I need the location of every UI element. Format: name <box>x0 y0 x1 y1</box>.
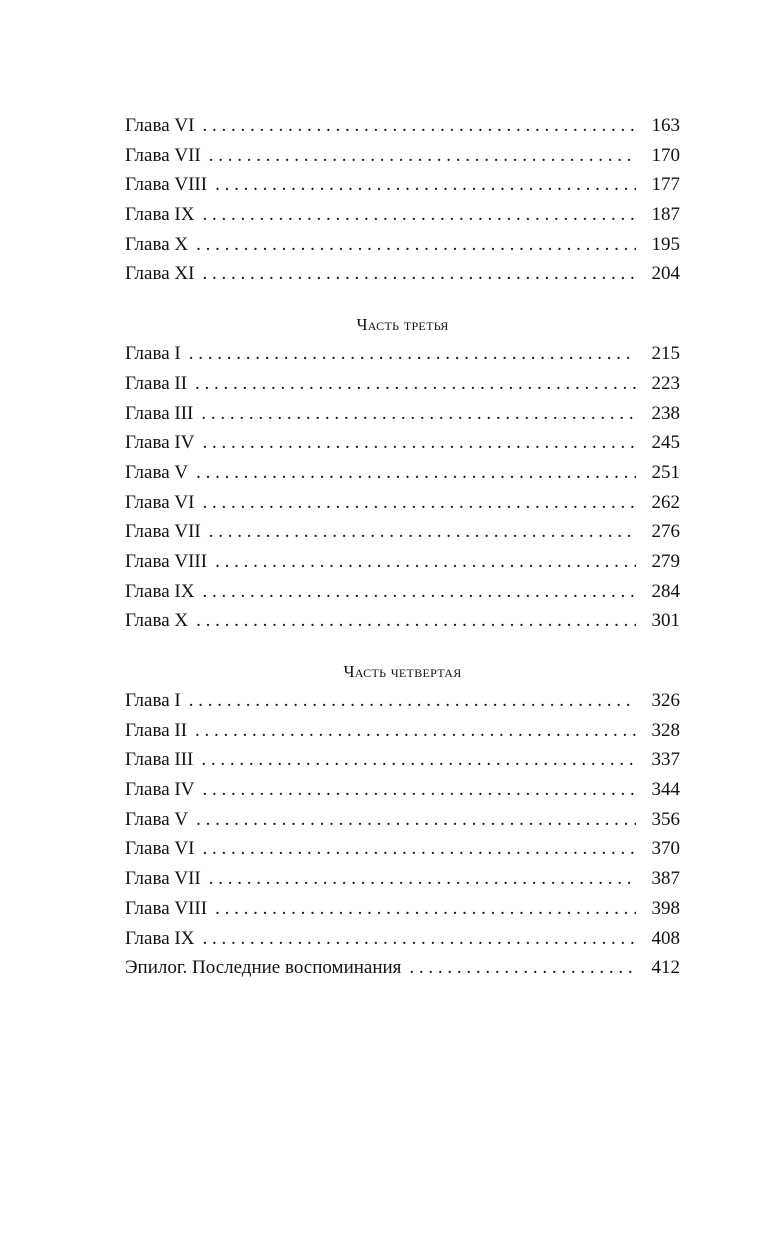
toc-entry-page: 412 <box>651 957 680 979</box>
toc-entry[interactable] <box>125 399 680 429</box>
toc-entry-title: Глава VIII <box>125 897 208 919</box>
toc-entry[interactable] <box>125 686 680 716</box>
toc-entry-title: Глава VI <box>125 115 195 136</box>
toc-entry[interactable] <box>125 894 680 924</box>
toc-entry-page: 245 <box>651 432 680 454</box>
toc-entry-title: Глава III <box>125 402 194 424</box>
toc-entry[interactable] <box>125 230 680 260</box>
toc-leader-dots <box>196 458 636 488</box>
toc-entry-page: 301 <box>651 610 680 632</box>
toc-entry-page: 279 <box>651 550 680 572</box>
toc-entry[interactable] <box>125 339 680 369</box>
toc-entry-title: Эпилог. Последние воспоминания <box>125 957 402 979</box>
toc-entry-page: 223 <box>651 372 680 394</box>
toc-entry-page: 238 <box>651 402 680 424</box>
toc-entry[interactable] <box>125 141 680 171</box>
toc-leader-dots <box>202 428 636 458</box>
toc-entry-title: Глава IX <box>125 927 195 949</box>
toc-leader-dots <box>196 805 636 835</box>
toc-entry-page: 170 <box>651 144 680 166</box>
toc-entry-page: 328 <box>651 719 680 741</box>
toc-entry[interactable] <box>125 864 680 894</box>
toc-leader-dots <box>201 399 636 429</box>
toc-entry-epilogue[interactable] <box>125 953 680 983</box>
toc-entry-page: 337 <box>651 749 680 771</box>
toc-entry-page: 370 <box>651 838 680 860</box>
toc-entry-page: 195 <box>651 233 680 255</box>
toc-leader-dots <box>201 745 636 775</box>
toc-section-part-three <box>125 339 680 636</box>
toc-entry-page: 326 <box>651 690 680 711</box>
toc-entry[interactable] <box>125 716 680 746</box>
toc-entry[interactable] <box>125 547 680 577</box>
toc-section-part-four <box>125 686 680 983</box>
toc-entry-title: Глава II <box>125 372 188 394</box>
toc-entry-title: Глава I <box>125 690 181 711</box>
toc-entry-title: Глава VIII <box>125 550 208 572</box>
toc-leader-dots <box>215 894 636 924</box>
toc-entry-title: Глава IV <box>125 779 195 801</box>
toc-entry-page: 408 <box>651 927 680 949</box>
toc-leader-dots <box>189 339 636 369</box>
part-three-heading: Часть третья <box>356 315 449 335</box>
toc-leader-dots <box>215 547 636 577</box>
toc-entry[interactable] <box>125 577 680 607</box>
toc-leader-dots <box>202 259 636 289</box>
toc-entry[interactable] <box>125 170 680 200</box>
toc-entry-page: 204 <box>651 263 680 285</box>
toc-entry[interactable] <box>125 924 680 954</box>
toc-leader-dots <box>202 834 636 864</box>
toc-leader-dots <box>202 488 636 518</box>
toc-entry-title: Глава V <box>125 808 189 830</box>
toc-entry-page: 344 <box>651 779 680 801</box>
toc-entry-title: Глава IX <box>125 204 195 226</box>
toc-leader-dots <box>195 369 636 399</box>
toc-entry-title: Глава VII <box>125 144 201 166</box>
toc-entry[interactable] <box>125 259 680 289</box>
toc-entry-title: Глава X <box>125 233 189 255</box>
toc-entry[interactable] <box>125 369 680 399</box>
toc-leader-dots <box>209 864 636 894</box>
toc-leader-dots <box>215 170 636 200</box>
toc-entry-title: Глава VI <box>125 838 195 860</box>
toc-entry[interactable] <box>125 805 680 835</box>
toc-leader-dots <box>202 200 636 230</box>
toc-entry-title: Глава VIII <box>125 174 208 196</box>
toc-entry-page: 177 <box>651 174 680 196</box>
toc-entry-title: Глава III <box>125 749 194 771</box>
toc-leader-dots <box>202 111 636 141</box>
toc-entry-title: Глава II <box>125 719 188 741</box>
toc-entry-title: Глава VI <box>125 491 195 513</box>
toc-entry-page: 163 <box>651 115 680 136</box>
toc-entry-page: 187 <box>651 204 680 226</box>
toc-entry-title: Глава XI <box>125 263 195 285</box>
toc-leader-dots <box>195 716 636 746</box>
toc-leader-dots <box>196 606 636 636</box>
toc-leader-dots <box>202 924 636 954</box>
toc-leader-dots <box>202 577 636 607</box>
toc-entry[interactable] <box>125 111 680 141</box>
toc-entry-title: Глава I <box>125 343 181 365</box>
toc-entry-page: 251 <box>651 461 680 483</box>
toc-entry[interactable] <box>125 606 680 636</box>
toc-entry-page: 276 <box>651 521 680 543</box>
toc-entry-page: 398 <box>651 897 680 919</box>
toc-entry-title: Глава VII <box>125 521 201 543</box>
toc-leader-dots <box>189 686 636 716</box>
toc-entry[interactable] <box>125 200 680 230</box>
toc-entry-title: Глава VII <box>125 868 201 890</box>
toc-entry[interactable] <box>125 428 680 458</box>
toc-entry-title: Глава IX <box>125 580 195 602</box>
toc-entry-page: 262 <box>651 491 680 513</box>
toc-entry-page: 387 <box>651 868 680 890</box>
table-of-contents <box>125 111 680 983</box>
toc-section-continued <box>125 111 680 289</box>
toc-leader-dots <box>209 141 636 171</box>
toc-entry[interactable] <box>125 834 680 864</box>
part-four-heading: Часть четвертая <box>343 662 462 681</box>
toc-entry-page: 215 <box>651 343 680 365</box>
toc-entry-title: Глава V <box>125 461 189 483</box>
toc-entry-page: 284 <box>651 580 680 602</box>
toc-entry[interactable] <box>125 517 680 547</box>
toc-leader-dots <box>202 775 636 805</box>
toc-entry-title: Глава IV <box>125 432 195 454</box>
toc-leader-dots <box>409 953 636 983</box>
toc-leader-dots <box>196 230 636 260</box>
toc-entry-page: 356 <box>651 808 680 830</box>
toc-entry[interactable] <box>125 488 680 518</box>
toc-entry[interactable] <box>125 775 680 805</box>
toc-entry-title: Глава X <box>125 610 189 632</box>
toc-leader-dots <box>209 517 636 547</box>
toc-entry[interactable] <box>125 458 680 488</box>
toc-entry[interactable] <box>125 745 680 775</box>
